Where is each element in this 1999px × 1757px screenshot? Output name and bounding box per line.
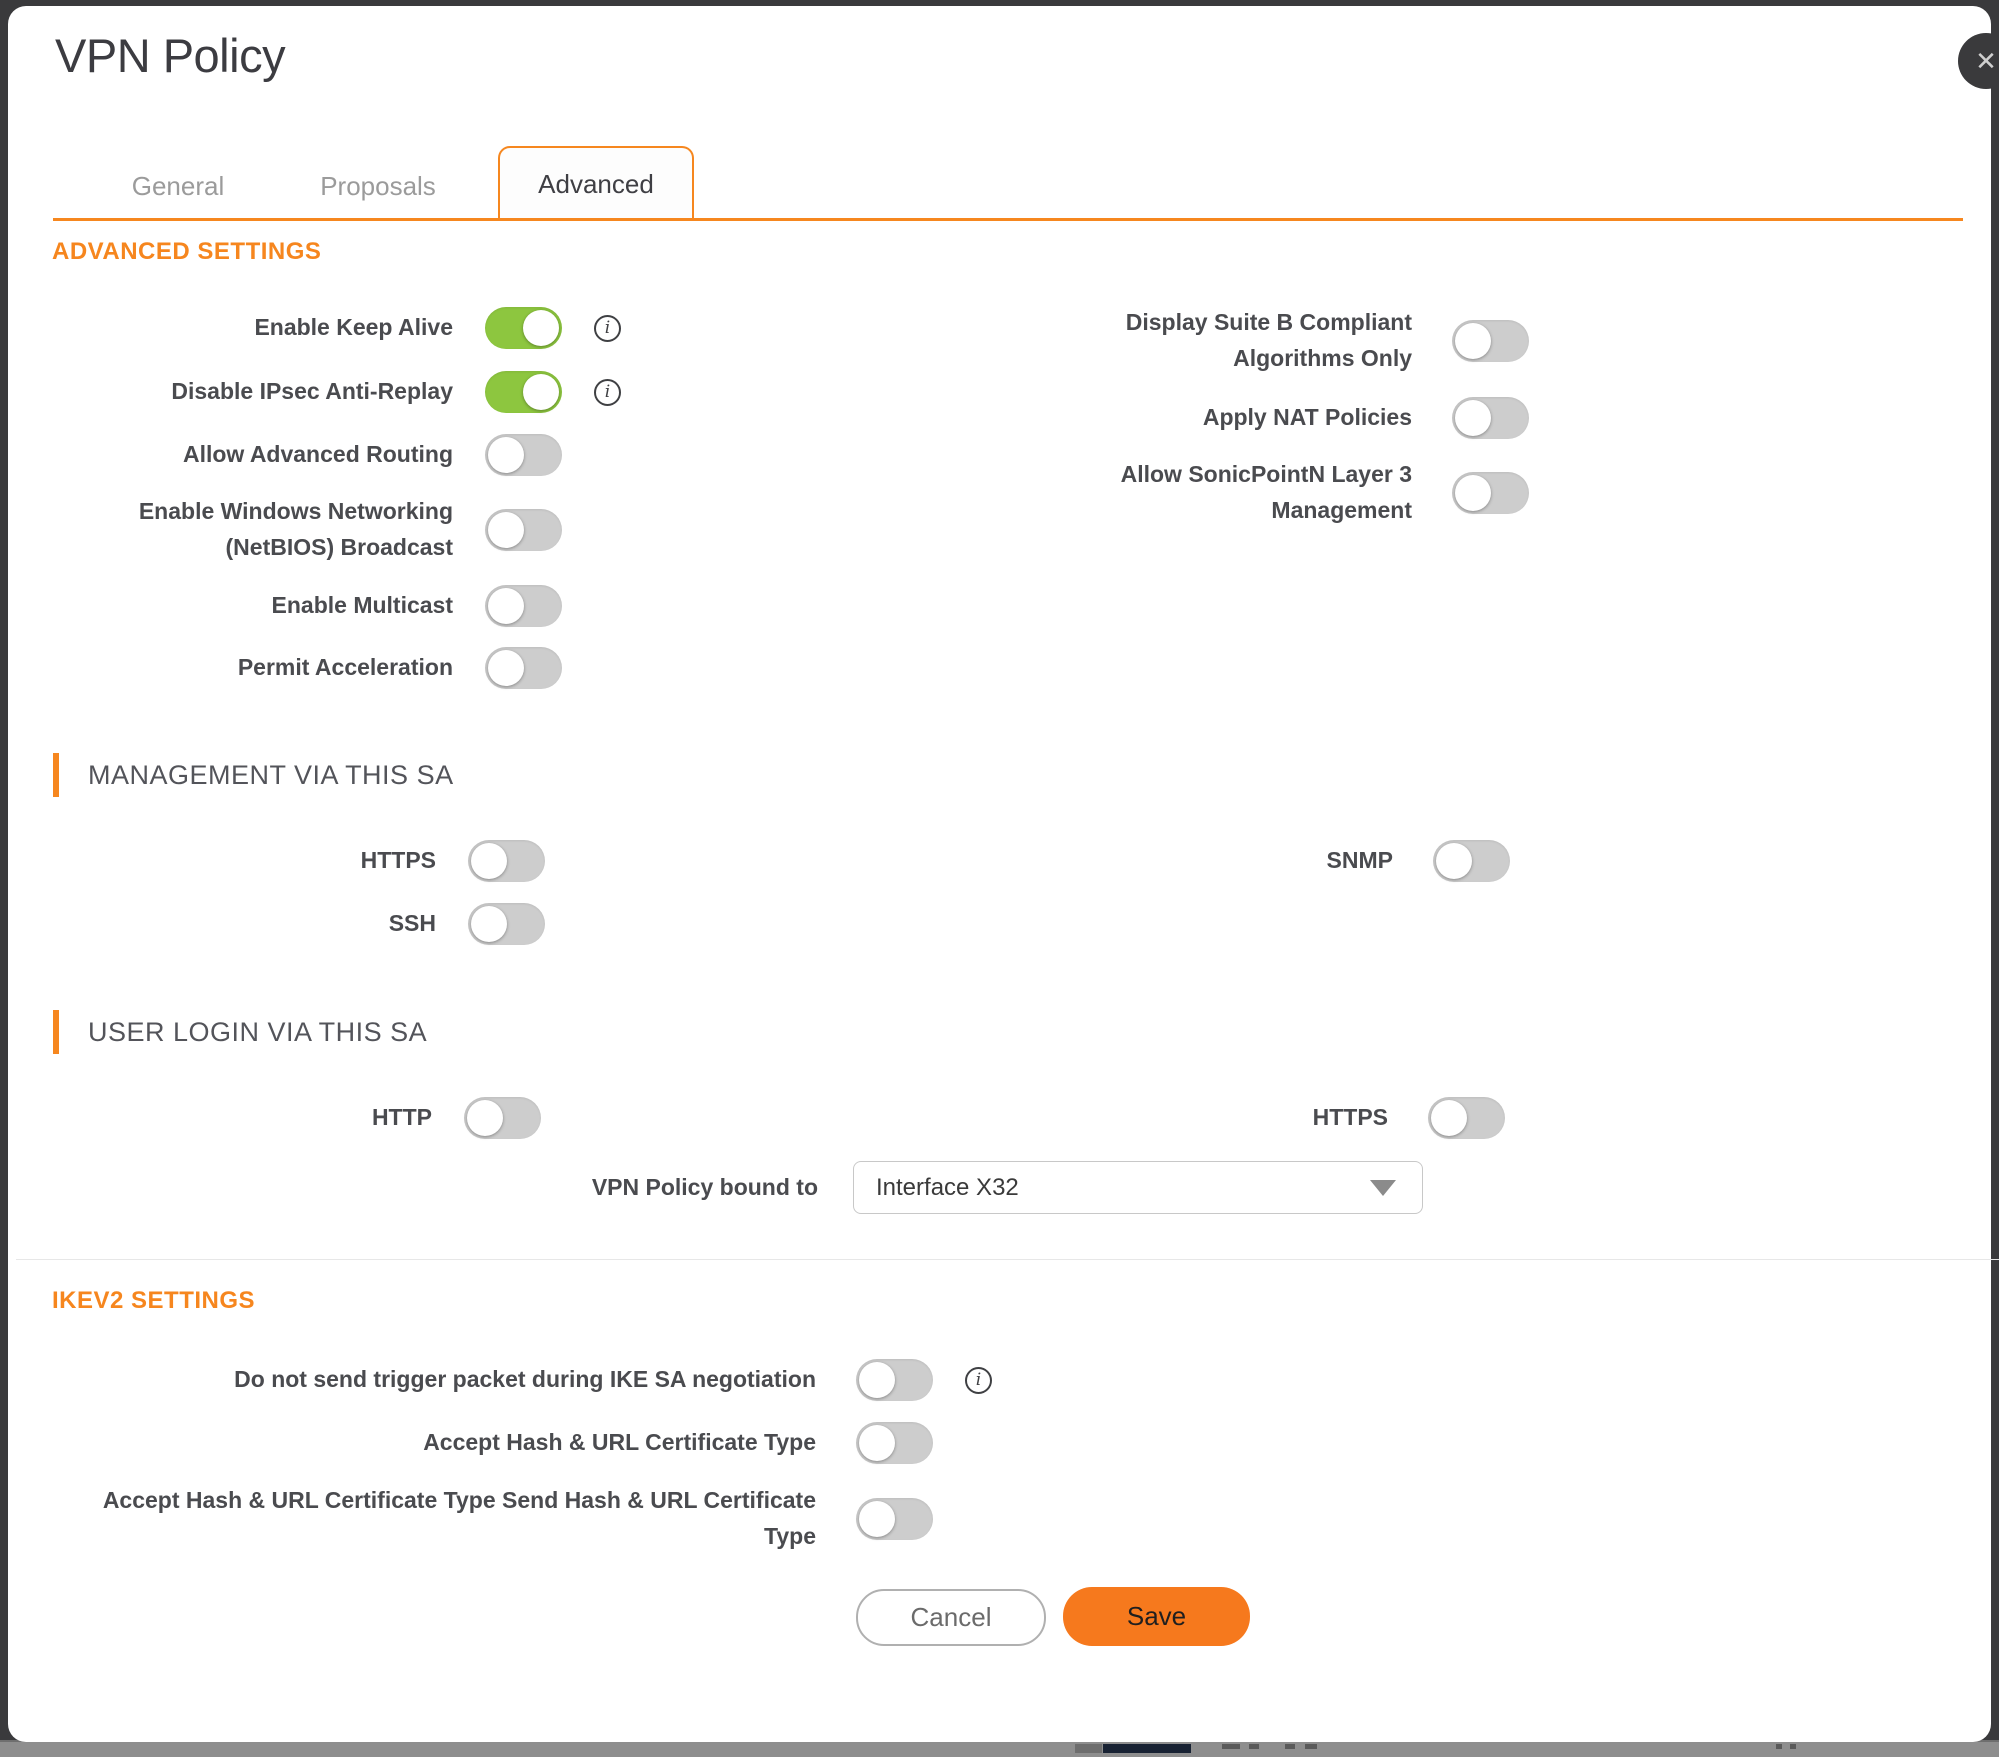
setting-row — [8, 1479, 933, 1559]
info-icon[interactable]: i — [594, 315, 621, 342]
apply-nat-policies-toggle[interactable] — [1452, 397, 1529, 439]
info-icon[interactable]: i — [594, 379, 621, 406]
toggle-knob — [1436, 843, 1472, 879]
setting-label: HTTPS — [1312, 1104, 1388, 1131]
tab-underline — [53, 218, 1963, 221]
toggle-knob — [1431, 1100, 1467, 1136]
setting-row — [1052, 396, 1529, 440]
setting-label: Apply NAT Policies — [1202, 404, 1412, 431]
setting-label: Display Suite B Compliant Algorithms Only — [1125, 309, 1412, 371]
toggle-knob — [859, 1362, 895, 1398]
enable-keep-alive-toggle[interactable] — [485, 307, 562, 349]
save-button[interactable]: Save — [1063, 1587, 1250, 1646]
management-https-toggle[interactable] — [468, 840, 545, 882]
setting-label: Permit Acceleration — [237, 654, 453, 681]
background-dash — [1776, 1744, 1782, 1749]
setting-label: HTTP — [371, 1104, 432, 1131]
section-heading-text: USER LOGIN VIA THIS SA — [88, 1016, 428, 1047]
setting-row — [8, 839, 545, 883]
tab-proposals[interactable]: Proposals — [320, 171, 436, 201]
toggle-knob — [1455, 400, 1491, 436]
setting-label: Disable IPsec Anti-Replay — [171, 378, 453, 405]
setting-label: SSH — [388, 910, 436, 937]
toggle-knob — [488, 512, 524, 548]
setting-row — [1093, 839, 1510, 883]
setting-row — [8, 1421, 933, 1465]
toggle-knob — [467, 1100, 503, 1136]
tab-advanced[interactable]: Advanced — [498, 146, 694, 218]
section-heading-advanced-settings: ADVANCED SETTINGS — [52, 238, 322, 265]
toggle-knob — [859, 1425, 895, 1461]
display-suite-b-compliant-algorithms-only-toggle[interactable] — [1452, 320, 1529, 362]
setting-label: HTTPS — [360, 847, 436, 874]
toggle-knob — [471, 843, 507, 879]
setting-row — [8, 370, 621, 414]
enable-multicast-toggle[interactable] — [485, 585, 562, 627]
allow-sonicpointn-layer3-management-toggle[interactable] — [1452, 472, 1529, 514]
accept-hash-url-certificate-type-toggle[interactable] — [856, 1422, 933, 1464]
vpn-policy-bound-to-row — [8, 1161, 1423, 1214]
page-title: VPN Policy — [55, 29, 286, 82]
tab-general[interactable]: General — [131, 171, 225, 201]
toggle-knob — [1455, 475, 1491, 511]
allow-advanced-routing-toggle[interactable] — [485, 434, 562, 476]
setting-row — [1052, 453, 1529, 533]
selected-interface-value: Interface X32 — [876, 1173, 1019, 1201]
vpn-policy-bound-to-label: VPN Policy bound to — [591, 1174, 818, 1200]
setting-row — [1052, 301, 1529, 381]
setting-row — [8, 584, 562, 628]
toggle-knob — [859, 1501, 895, 1537]
setting-label: Accept Hash & URL Certificate Type Send Hash & URL Certificate Type — [102, 1487, 816, 1549]
section-accent-bar — [53, 1010, 59, 1054]
section-accent-bar — [53, 753, 59, 797]
section-heading-user-login-via-this-sa — [53, 1010, 427, 1054]
toggle-knob — [488, 650, 524, 686]
setting-row — [8, 902, 545, 946]
setting-row — [8, 646, 562, 690]
background-navy-bar — [1103, 1744, 1191, 1753]
background-dash — [1790, 1744, 1796, 1749]
vpn-policy-dialog — [8, 6, 1991, 1742]
toggle-knob — [488, 588, 524, 624]
setting-label: Allow SonicPointN Layer 3 Management — [1120, 461, 1412, 523]
setting-row — [8, 490, 562, 570]
section-heading-text: MANAGEMENT VIA THIS SA — [88, 759, 454, 790]
background-dash — [1285, 1744, 1295, 1749]
no-trigger-packet-toggle[interactable] — [856, 1359, 933, 1401]
permit-acceleration-toggle[interactable] — [485, 647, 562, 689]
background-dash — [1222, 1744, 1240, 1749]
setting-label: SNMP — [1326, 847, 1393, 874]
user-login-https-toggle[interactable] — [1428, 1097, 1505, 1139]
background-dash — [1249, 1744, 1259, 1749]
user-login-http-toggle[interactable] — [464, 1097, 541, 1139]
chevron-down-icon — [1370, 1180, 1396, 1196]
setting-label: Enable Windows Networking (NetBIOS) Broadcast — [138, 498, 453, 560]
setting-label: Enable Multicast — [271, 592, 453, 619]
setting-label: Do not send trigger packet during IKE SA negotiation — [234, 1366, 816, 1393]
setting-label: Allow Advanced Routing — [182, 441, 453, 468]
setting-row — [8, 433, 562, 477]
section-divider — [16, 1259, 1999, 1260]
background-segment — [1075, 1744, 1102, 1753]
info-icon[interactable]: i — [965, 1367, 992, 1394]
disable-ipsec-anti-replay-toggle[interactable] — [485, 371, 562, 413]
setting-row — [8, 1358, 992, 1402]
close-icon: ✕ — [1975, 46, 1997, 76]
background-dash — [1305, 1744, 1317, 1749]
toggle-knob — [523, 310, 559, 346]
background-page-sliver — [0, 1740, 1999, 1757]
vpn-policy-bound-to-select[interactable] — [853, 1161, 1423, 1214]
management-ssh-toggle[interactable] — [468, 903, 545, 945]
setting-label: Enable Keep Alive — [254, 314, 453, 341]
section-heading-ikev2-settings: IKEV2 SETTINGS — [52, 1287, 256, 1314]
toggle-knob — [1455, 323, 1491, 359]
setting-row — [8, 1096, 541, 1140]
setting-label: Accept Hash & URL Certificate Type — [423, 1429, 816, 1456]
toggle-knob — [523, 374, 559, 410]
setting-row — [1088, 1096, 1505, 1140]
setting-row — [8, 306, 621, 350]
send-hash-url-certificate-type-toggle[interactable] — [856, 1498, 933, 1540]
management-snmp-toggle[interactable] — [1433, 840, 1510, 882]
section-heading-management-via-this-sa — [53, 753, 454, 797]
toggle-knob — [488, 437, 524, 473]
toggle-knob — [471, 906, 507, 942]
enable-windows-networking-netbios-broadcast-toggle[interactable] — [485, 509, 562, 551]
cancel-button[interactable]: Cancel — [856, 1589, 1046, 1646]
